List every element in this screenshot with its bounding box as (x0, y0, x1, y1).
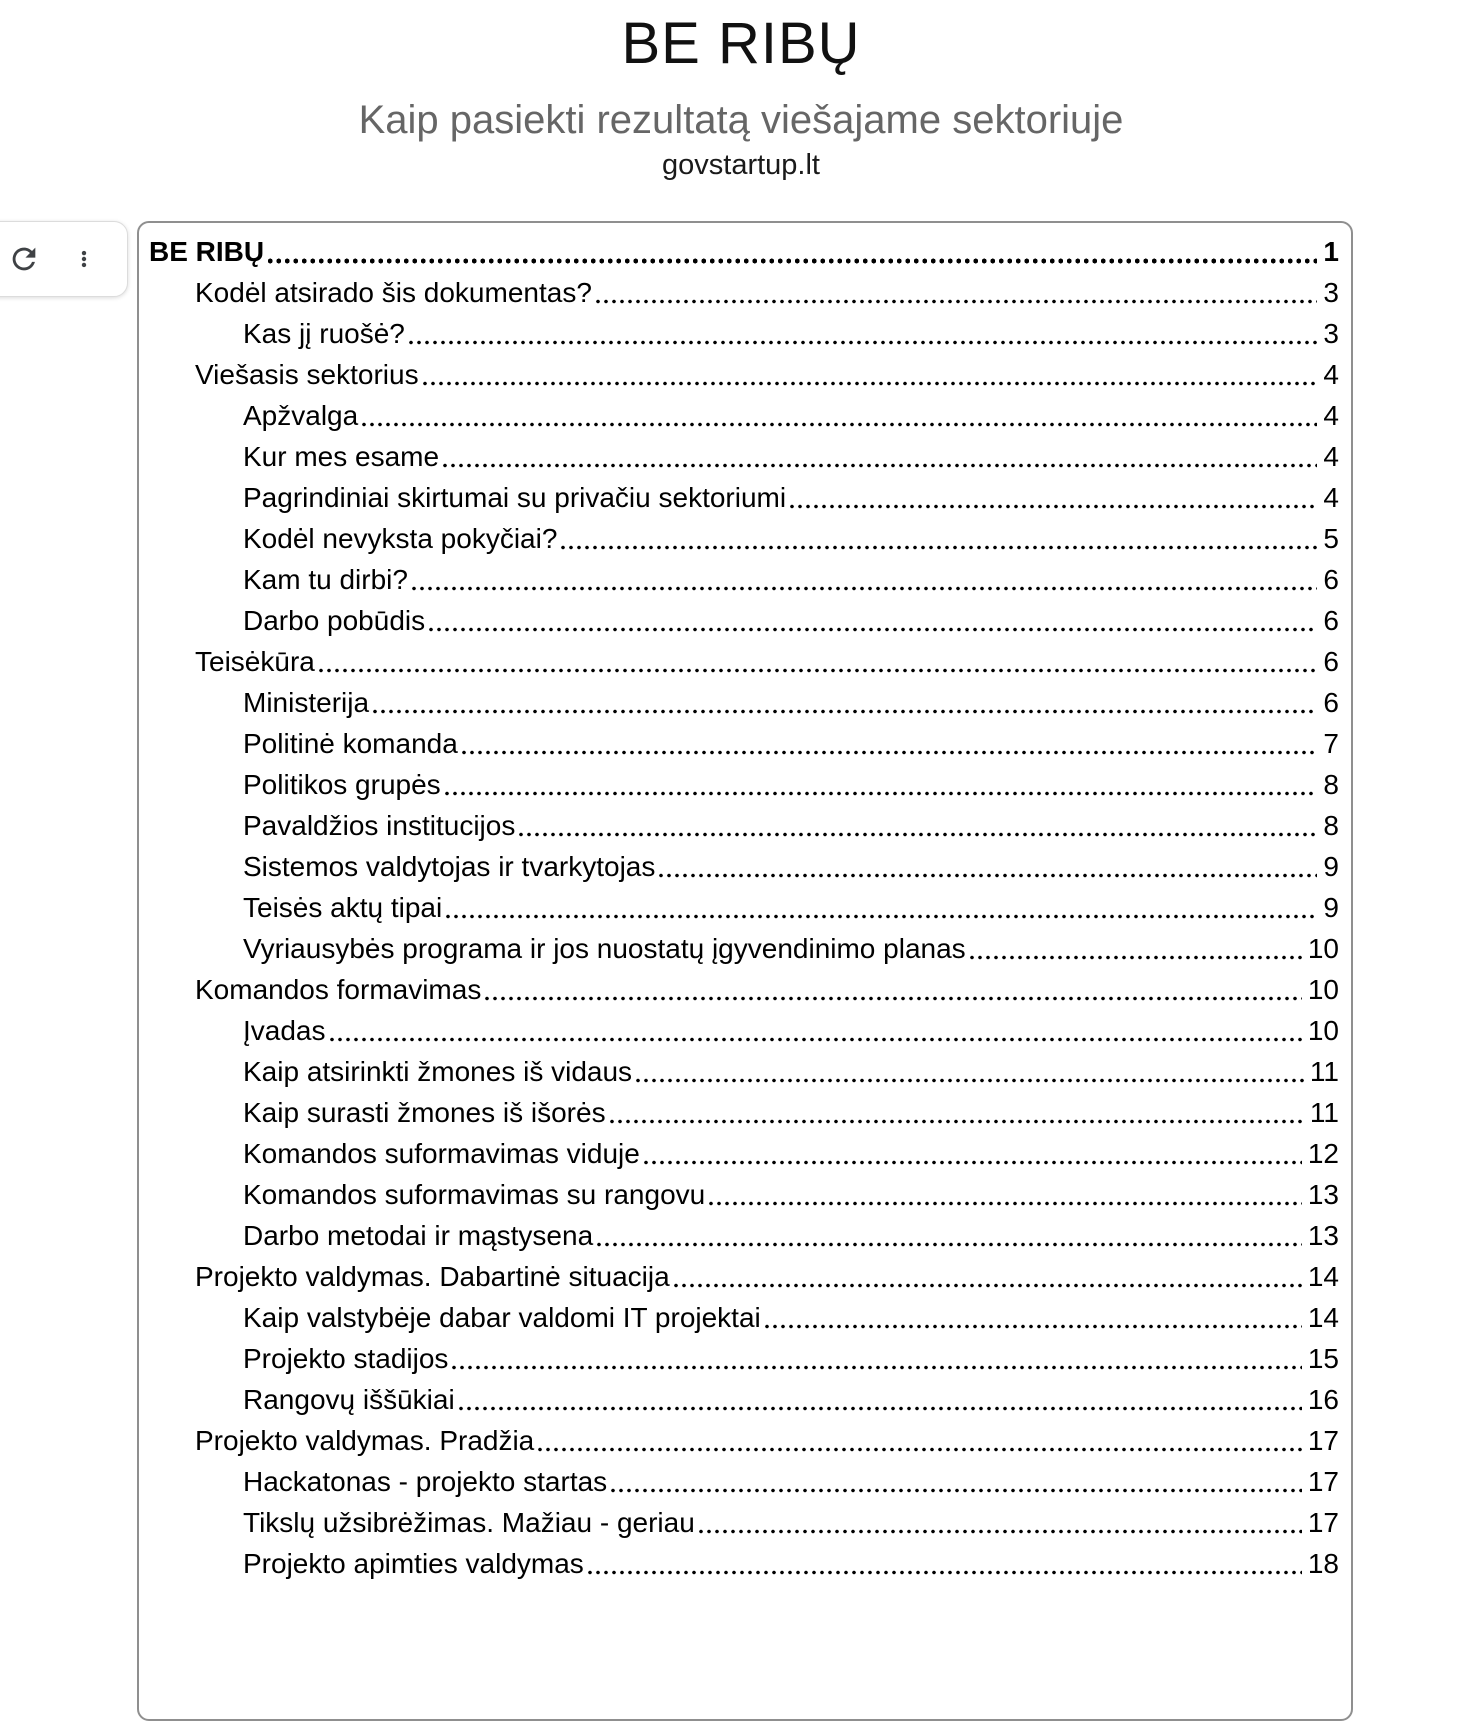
toc-entry-label: Kaip surasti žmones iš išorės (243, 1097, 606, 1128)
floating-toolbar (0, 221, 128, 297)
toc-entry-label: Hackatonas - projekto startas (243, 1466, 608, 1497)
toc-entry[interactable] (149, 846, 1339, 887)
toc-entry-page: 10 (1307, 1015, 1339, 1046)
toc-entry-label: Pagrindiniai skirtumai su privačiu sektoriumi (243, 482, 787, 513)
toc-entry-page: 3 (1323, 318, 1339, 349)
toc-leader-dots (517, 805, 1317, 846)
toc-entry[interactable] (149, 1174, 1339, 1215)
toc-entry-page: 5 (1323, 523, 1339, 554)
toc-entry[interactable] (149, 805, 1339, 846)
toc-leader-dots (443, 764, 1318, 805)
toc-entry-label: Ministerija (243, 687, 370, 718)
refresh-icon (7, 242, 41, 276)
toc-entry-label: Darbo pobūdis (243, 605, 426, 636)
toc-entry-label: Pavaldžios institucijos (243, 810, 516, 841)
toc-leader-dots (483, 969, 1302, 1010)
toc-entry[interactable] (149, 682, 1339, 723)
toc-entry-page: 12 (1307, 1138, 1339, 1169)
toc-entry-label: Projekto stadijos (243, 1343, 449, 1374)
site-label: govstartup.lt (662, 149, 820, 181)
toc-leader-dots (328, 1010, 1302, 1051)
toc-leader-dots (371, 682, 1317, 723)
toc-entry-label: Kodėl nevyksta pokyčiai? (243, 523, 558, 554)
toc-entry-page: 9 (1323, 892, 1339, 923)
toc-entry-page: 6 (1323, 687, 1339, 718)
toc-entry[interactable] (149, 518, 1339, 559)
toc-entry-page: 8 (1323, 810, 1339, 841)
toc-entry-page: 4 (1323, 359, 1339, 390)
toc-leader-dots (763, 1297, 1302, 1338)
toc-entry-page: 18 (1307, 1548, 1339, 1579)
toc-entry[interactable] (149, 969, 1339, 1010)
toc-entry[interactable] (149, 1461, 1339, 1502)
toc-entry-page: 1 (1323, 236, 1339, 267)
toc-panel (137, 221, 1353, 1721)
toc-entry-page: 4 (1323, 400, 1339, 431)
toc-entry[interactable] (149, 1420, 1339, 1461)
toc-entry-label: Politikos grupės (243, 769, 441, 800)
toc-entry-page: 7 (1323, 728, 1339, 759)
toc-entry-page: 3 (1323, 277, 1339, 308)
toc-entry-page: 14 (1307, 1302, 1339, 1333)
toc-entry[interactable] (149, 559, 1339, 600)
toc-entry-label: Teisės aktų tipai (243, 892, 443, 923)
toc-entry[interactable] (149, 272, 1339, 313)
toc-entry-page: 10 (1307, 974, 1339, 1005)
toc-leader-dots (421, 354, 1318, 395)
toc-entry-page: 13 (1307, 1179, 1339, 1210)
toc-entry[interactable] (149, 928, 1339, 969)
page-title: BE RIBŲ (621, 11, 861, 76)
toc-leader-dots (441, 436, 1317, 477)
toc-leader-dots (634, 1051, 1304, 1092)
toc-entry-label: Kur mes esame (243, 441, 440, 472)
toc-leader-dots (697, 1502, 1302, 1543)
toc-leader-dots (450, 1338, 1301, 1379)
toc-entry[interactable] (149, 436, 1339, 477)
toc-leader-dots (788, 477, 1317, 518)
toc-entry-label: Vyriausybės programa ir jos nuostatų įgyvendinimo planas (243, 933, 966, 964)
toc-leader-dots (595, 1215, 1302, 1256)
toc-entry-page: 6 (1323, 646, 1339, 677)
toc-entry-label: Kaip atsirinkti žmones iš vidaus (243, 1056, 633, 1087)
toc-leader-dots (427, 600, 1317, 641)
toc-entry-label: Kodėl atsirado šis dokumentas? (195, 277, 592, 308)
toc-leader-dots (559, 518, 1317, 559)
toc-entry[interactable] (149, 1010, 1339, 1051)
toc-entry-page: 8 (1323, 769, 1339, 800)
toc-entry-page: 6 (1323, 564, 1339, 595)
page-subtitle: Kaip pasiekti rezultatą viešajame sektoriuje (358, 98, 1124, 142)
toc-entry-page: 9 (1323, 851, 1339, 882)
toc-entry-page: 13 (1307, 1220, 1339, 1251)
toc-list (149, 231, 1339, 1584)
toc-entry[interactable] (149, 1502, 1339, 1543)
toc-entry-page: 11 (1309, 1056, 1339, 1087)
toc-entry-label: Tikslų užsibrėžimas. Mažiau - geriau (243, 1507, 695, 1538)
toc-leader-dots (594, 272, 1318, 313)
toc-leader-dots (460, 723, 1318, 764)
toc-entry[interactable] (149, 1215, 1339, 1256)
toc-leader-dots (536, 1420, 1302, 1461)
toc-leader-dots (457, 1379, 1302, 1420)
toc-entry-label: Komandos formavimas (195, 974, 482, 1005)
toc-entry-label: Projekto valdymas. Pradžia (195, 1425, 535, 1456)
toc-leader-dots (608, 1092, 1304, 1133)
toc-entry-page: 16 (1307, 1384, 1339, 1415)
toc-leader-dots (266, 231, 1317, 272)
toc-entry[interactable] (149, 1133, 1339, 1174)
toc-entry-page: 17 (1307, 1507, 1339, 1538)
toc-entry[interactable] (149, 600, 1339, 641)
toc-entry-label: Projekto valdymas. Dabartinė situacija (195, 1261, 670, 1292)
toc-leader-dots (586, 1543, 1302, 1584)
toc-entry-label: Apžvalga (243, 400, 359, 431)
toc-entry[interactable] (149, 887, 1339, 928)
toc-entry-page: 6 (1323, 605, 1339, 636)
toc-entry-label: Teisėkūra (195, 646, 315, 677)
toc-entry-label: Viešasis sektorius (195, 359, 419, 390)
toc-leader-dots (360, 395, 1317, 436)
toc-entry-page: 17 (1307, 1425, 1339, 1456)
toc-entry-label: Politinė komanda (243, 728, 458, 759)
toc-entry[interactable] (149, 477, 1339, 518)
toc-entry-label: Projekto apimties valdymas (243, 1548, 584, 1579)
toc-entry-page: 4 (1323, 441, 1339, 472)
toc-leader-dots (407, 313, 1318, 354)
toc-entry[interactable] (149, 1297, 1339, 1338)
toc-entry-label: Sistemos valdytojas ir tvarkytojas (243, 851, 656, 882)
toc-entry-label: Komandos suformavimas viduje (243, 1138, 640, 1169)
more-options-button[interactable] (73, 242, 95, 276)
toc-entry[interactable] (149, 231, 1339, 272)
toc-leader-dots (642, 1133, 1302, 1174)
more-vertical-icon (73, 242, 95, 276)
toc-leader-dots (672, 1256, 1302, 1297)
toc-entry[interactable] (149, 1051, 1339, 1092)
toc-leader-dots (317, 641, 1318, 682)
toc-entry-label: Kaip valstybėje dabar valdomi IT projektai (243, 1302, 761, 1333)
toc-entry-page: 11 (1309, 1097, 1339, 1128)
toc-leader-dots (410, 559, 1317, 600)
toc-entry-label: Komandos suformavimas su rangovu (243, 1179, 706, 1210)
toc-entry[interactable] (149, 1543, 1339, 1584)
toc-entry-label: Kam tu dirbi? (243, 564, 408, 595)
toc-leader-dots (707, 1174, 1302, 1215)
toc-entry[interactable] (149, 764, 1339, 805)
toc-entry-page: 10 (1307, 933, 1339, 964)
toc-leader-dots (657, 846, 1317, 887)
toc-entry[interactable] (149, 354, 1339, 395)
toc-entry-page: 17 (1307, 1466, 1339, 1497)
toc-entry-page: 15 (1307, 1343, 1339, 1374)
toc-entry[interactable] (149, 1092, 1339, 1133)
toc-entry-label: Kas jį ruošė? (243, 318, 405, 349)
toc-entry-label: BE RIBŲ (149, 236, 265, 267)
toc-leader-dots (609, 1461, 1302, 1502)
toc-entry-label: Rangovų iššūkiai (243, 1384, 455, 1415)
refresh-button[interactable] (7, 242, 41, 276)
toc-entry-label: Darbo metodai ir mąstysena (243, 1220, 594, 1251)
toc-entry[interactable] (149, 641, 1339, 682)
toc-entry[interactable] (149, 723, 1339, 764)
toc-entry[interactable] (149, 1379, 1339, 1420)
toc-leader-dots (968, 928, 1302, 969)
toc-entry[interactable] (149, 313, 1339, 354)
toc-leader-dots (444, 887, 1317, 928)
toc-entry-page: 4 (1323, 482, 1339, 513)
toc-entry-page: 14 (1307, 1261, 1339, 1292)
toc-entry[interactable] (149, 1338, 1339, 1379)
toc-entry[interactable] (149, 1256, 1339, 1297)
toc-entry-label: Įvadas (243, 1015, 326, 1046)
toc-entry[interactable] (149, 395, 1339, 436)
